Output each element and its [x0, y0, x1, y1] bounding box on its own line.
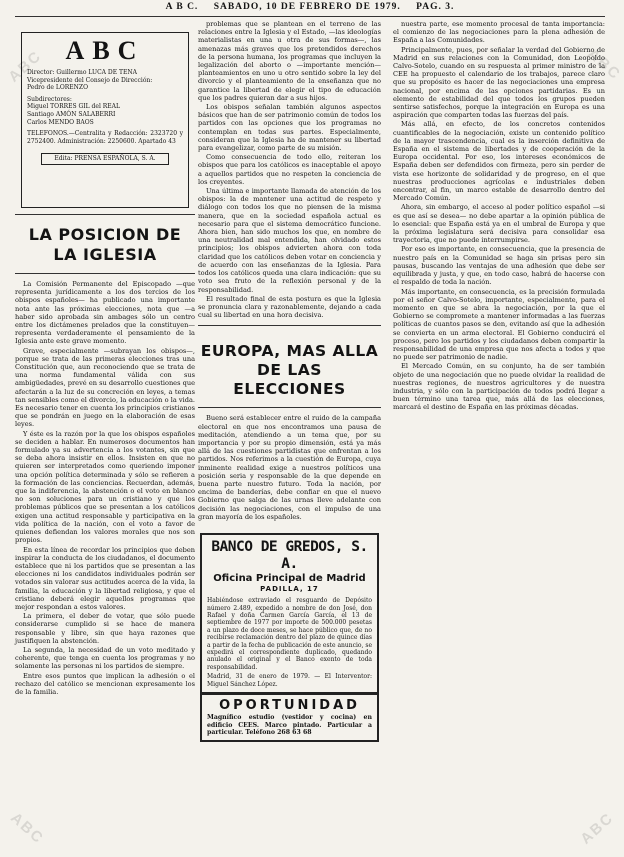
divider [198, 407, 381, 408]
subdirector-name: Miguel TORRES GIL del REAL [27, 103, 120, 111]
ad-signature: Madrid, 31 de enero de 1979. — El Interventor: Miguel Sánchez López. [207, 673, 372, 688]
abc-watermark: ABC [577, 809, 618, 848]
opportunity-title: OPORTUNIDAD [219, 698, 360, 714]
column-1 [15, 20, 195, 855]
article1-paragraph: Grave, especialmente —subrayan los obispos—, porque se trata de las primeras elecciones tras una Constitución que, aun reconociendo que se trata de una norma fundamental válida con sus ambigüedades, prevé en su desarrollo cuestiones que afectarán a la luz de su concreción en leyes, a temas tan sensibles como el divorcio, la educación o la vida. Es necesario tener en cuenta los principios cristianos que se pondrán en juego en la elaboración de esas leyes. [15, 346, 195, 429]
article1-paragraph: Entre esos puntos que implican la adhesión o el rechazo del católico se mencionan expresamente los de la familia. [15, 671, 195, 696]
page-header [0, 2, 620, 16]
bank-notice-ad [200, 533, 379, 694]
article2-cont-paragraph: nuestra parte, ese momento procesal de tanta importancia: el comienzo de las negociaciones para la plena adhesión de España a las Comunidades. [393, 20, 605, 45]
ad-text: Habiéndose extraviado el resguardo de Depósito número 2.489, expedido a nombre de don José, don Rafael y doña Carmen García García, el 13 de septiembre de 1977 por importe de 500.000 pesetas a un plazo de doce meses, se hace público que, de no recibirse reclamación dentro del plazo de quince días a partir de la fecha de publicación de este anuncio, se expedirá el correspondiente duplicado, quedando anulado el original y el Banco exento de toda responsabilidad. [207, 597, 372, 671]
header-paper: A B C. [165, 2, 199, 12]
article2-cont-paragraph: Ahora, sin embargo, el acceso al poder político español —si es que así se desea— no debe apartar a la opinión pública de lo esencial: que España está ya en el umbral de Europa y que la próxima legislatura será decisiva para consolidar esa trayectoria, que no puede interrumpirse. [393, 203, 605, 245]
article2-cont-paragraph: Más allá, en efecto, de los concretos contenidos cuantificables de la negociación, existe un contenido político de la mayor trascendencia, cual es la inserción definitiva de España en el sistema de libertades y de cooperación de la Europa occidental. Por eso, los intereses económicos de España deben ser defendidos con firmeza, pero sin perder de vista ese horizonte de solidaridad y de progreso, en el que nuestras producciones agrícolas e industriales deben encontrar, al fin, un marco estable de desarrollo dentro del Mercado Común. [393, 120, 605, 203]
article1-cont-paragraph: Los obispos señalan también algunos aspectos básicos que han de ser patrimonio común de todos los partidos con las opciones que los programas no contemplan en todas sus partes. Especialmente, consideran que la Iglesia ha de mantener su libertad para evangelizar, como parte de su misión. [198, 103, 381, 153]
ad-title: BANCO DE GREDOS, S. A. [211, 538, 368, 572]
divider [198, 325, 381, 326]
subdirector-name: Carlos MENDO BAOS [27, 118, 94, 126]
article1-cont-paragraph: Una última e importante llamada de atención de los obispos: la de mantener una actitud de respeto y diálogo con todos los que no piensen de la misma manera, que en la sociedad española actual es necesario para que el sistema democrático funcione. Ahora bien, han sido muchos los que, en nombre de una neutralidad mal entendida, han olvidado estos principios; los obispos advierten ahora con toda claridad que los católicos deben votar en conciencia y de acuerdo con las enseñanzas de la Iglesia. Para todos los católicos queda una clara indicación: que su voto sea fruto de la reflexión personal y de la responsabilidad. [198, 187, 381, 294]
divider [15, 214, 195, 215]
abc-watermark: ABC [7, 809, 48, 848]
masthead-footer: Edita: PRENSA ESPAÑOLA, S. A. [41, 153, 169, 165]
divider [15, 273, 195, 274]
column-2 [198, 20, 381, 855]
article1-paragraph: La primera, el deber de votar, que sólo puede considerarse cumplido si se hace de manera responsable y libre, sin que haya razones que justifiquen la abstención. [15, 612, 195, 645]
article1-paragraph: La segunda, la necesidad de un voto meditado y coherente, que tenga en cuenta los programas y no solamente las personas ni los partidos de siempre. [15, 645, 195, 671]
article1-paragraph: La Comisión Permanente del Episcopado —que representa jurídicamente a los dos tercios de los obispos españoles— ha publicado una importante nota ante las próximas elecciones, nota que —a haber sido aprobada sin ambages sólo un centro entre los dictámenes prelados que la constituyen— representa verdaderamente el pensamiento de la Iglesia ante este grave momento. [15, 280, 195, 346]
article1-headline: LA POSICION DE LA IGLESIA [28, 225, 182, 264]
masthead-telefonos: TELEFONOS.—Centralita y Redacción: 2323720 y 2752400. Administración: 2250600. Apartado 43 [27, 130, 183, 145]
subdirectores-label: Subdirectores: [27, 95, 72, 103]
article2-paragraph: Bueno será establecer entre el ruido de la campaña electoral en que nos encontramos una pausa de meditación, atendiendo a un tema que, por su importancia y por su propio dimensión, está ya más allá de las cuestiones partidistas que enfrentan a los partidos. Nos referimos a la cuestión de Europa, cuya inminente realidad exige a nuestros políticos una posición seria y responsable de la que depende en buena parte nuestro futuro. Toda la nación, por encima de banderías, debe confiar en que el nuevo Gobierno que salga de las urnas lleve adelante con decisión las negociaciones, con el impulso de una gran mayoría de los españoles. [198, 414, 381, 521]
article2-cont-paragraph: Por eso es importante, en consecuencia, que la presencia de nuestro país en la Comunidad se haga sin prisas pero sin pausas, buscando las ventajas de una adhesión que debe ser equilibrada y justa, y que, en todo caso, habrá de hacerse con el respaldo de toda la nación. [393, 245, 605, 287]
article1-paragraph: En esta línea de recordar los principios que deben inspirar la conducta de los ciudadanos, el documento establece que ni los partidos que se presentan a las elecciones ni los candidatos individuales podrán ser votados sin valorar sus actitudes acerca de la vida, la familia, la educación y la libertad religiosa, y que el cristiano deberá elegir aquellos programas que mejor respondan a estos valores. [15, 545, 195, 611]
header-page: PAG. 3. [416, 2, 455, 12]
article2-cont-paragraph: Más importante, en consecuencia, es la precisión formulada por el señor Calvo-Sotelo, importante, especialmente, para el momento en que se abra la negociación, por la que el Gobierno se compromete a mantener informadas a las fuerzas políticas de cuantos pasos se den, evitando así que la adhesión se convierta en un arma electoral. El Gobierno conducirá el proceso, pero los partidos y los ciudadanos deben compartir la responsabilidad de una empresa que nos afecta a todos y que no puede ser patrimonio de nadie. [393, 287, 605, 362]
abc-watermark: ABC [584, 45, 624, 84]
header-rule [15, 16, 605, 17]
masthead-box [21, 32, 189, 208]
ad-address: PADILLA, 17 [260, 584, 319, 593]
opportunity-ad [200, 694, 379, 742]
abc-logo: ABC [65, 36, 145, 65]
masthead-line: Director: Guillermo LUCA DE TENA [27, 69, 137, 76]
subdirector-name: Santiago AMÓN SALABERRI [27, 110, 116, 118]
ad-subtitle: Oficina Principal de Madrid [213, 572, 366, 584]
article1-cont-paragraph: Como consecuencia de todo ello, reiteran los obispos que para los católicos es inaceptable el apoyo a aquellos partidos que no respeten la conciencia de los creyentes. [198, 153, 381, 186]
masthead-line: Pedro de LORENZO [27, 84, 88, 92]
masthead-line: Vicepresidente del Consejo de Dirección: [27, 76, 153, 84]
article2-cont-paragraph: Principalmente, pues, por señalar la verdad del Gobierno de Madrid en sus relaciones con la Comunidad, don Leopoldo Calvo-Sotelo, cuando en su respuesta al primer ministro de la CEE ha propuesto el calendario de los trabajos, parece claro que su propósito es hacer de las negociaciones una empresa nacional, por encima de las opciones partidarias. Es un elemento de estabilidad del que todos los grupos pueden sentirse satisfechos, porque la integración en Europa es una aspiración que comparten todas las fuerzas del país. [393, 45, 605, 120]
article1-paragraph: Y éste es la razón por la que los obispos españoles se deciden a hablar. En numerosos documentos han formulado ya su advertencia a los votantes, sin que se deba ahora insistir en ellos. Insisten en que no quieren ser interpretados como queriendo imponer una opción política determinada y sólo se refieren a la formación de las conciencias. Recuerdan, además, que la indiferencia, la abstención o el voto en blanco no son soluciones para un cristiano y que los problemas públicos que se presentan a los católicos exigen una actitud responsable y participativa en la vida política de la nación, con el voto a favor de quienes defiendan los valores morales que nos son propios. [15, 429, 195, 545]
article2-headline: EUROPA, MAS ALLA DE LAS ELECCIONES [200, 342, 379, 399]
article1-cont-paragraph: El resultado final de esta postura es que la Iglesia se pronuncia clara y razonablemente, dejando a cada cual su libertad en una hora decisiva. [198, 294, 381, 320]
opportunity-text: Magnífico estudio (vestidor y cocina) en edificio CEES. Marco pintado. Particular a particular. Teléfono 268 63 68 [207, 714, 372, 737]
article1-cont-paragraph: problemas que se plantean en el terreno de las relaciones entre la Iglesia y el Estado, —las ideologías materialistas en una u otra de sus formas—, las amenazas más graves que los pretendidos derechos de la persona humana, los programas que incluyen la legalización del aborto o —importante mención— planteamientos en uno u otro sentido sobre la ley del divorcio y el planteamiento de la enseñanza que no garantice la libertad de elegir el tipo de educación que los padres quieran dar a sus hijos. [198, 20, 381, 102]
abc-watermark: ABC [5, 47, 46, 86]
column-3 [393, 20, 605, 855]
header-date: SABADO, 10 DE FEBRERO DE 1979. [213, 2, 401, 12]
article2-cont-paragraph: El Mercado Común, en su conjunto, ha de ser también objeto de una negociación que no puede olvidar la realidad de nuestras regiones, de nuestros agricultores y de nuestra industria, y sólo con la participación de todos podrá llegar a buen término una tarea que, más allá de las elecciones, marcará el destino de España en las próximas décadas. [393, 362, 605, 412]
